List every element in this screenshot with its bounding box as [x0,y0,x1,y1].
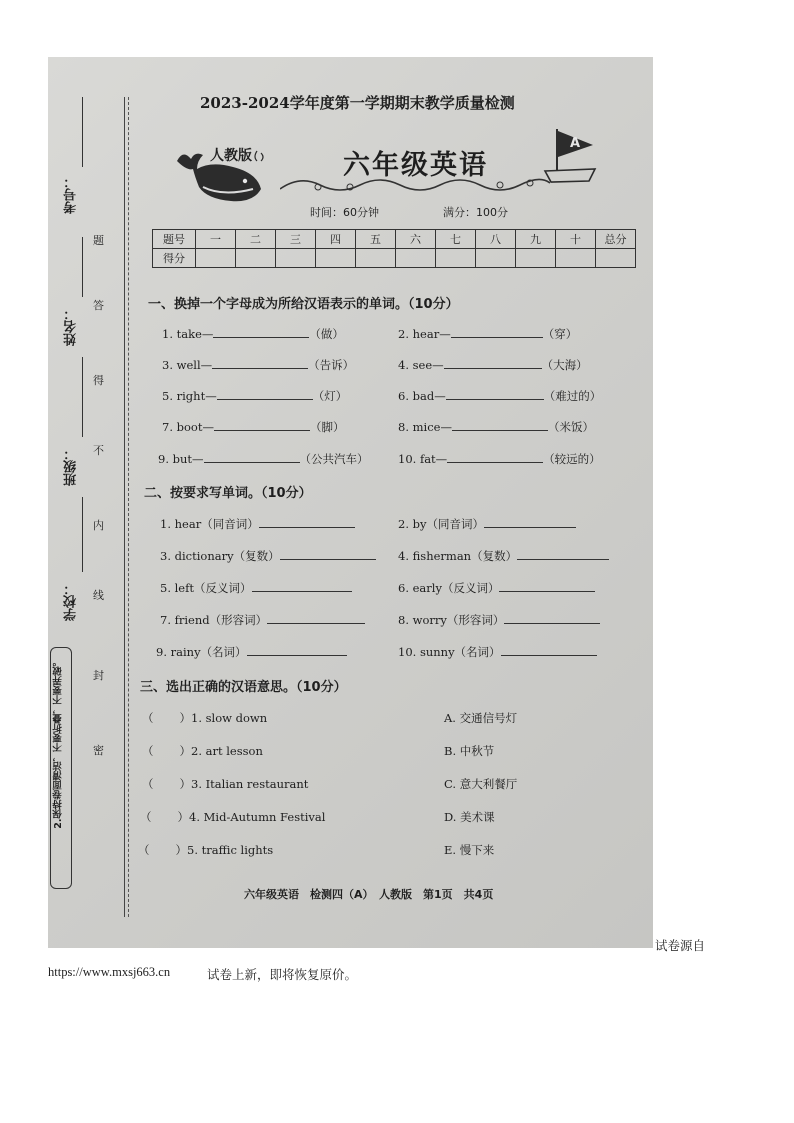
score-cell[interactable] [516,249,556,268]
score-table [152,229,636,268]
exam-no-label: 考号： [64,175,79,214]
table-cell: 三 [276,230,316,249]
s2-prompt: 8. worry（形容词） [398,613,505,627]
s2-item [398,611,600,628]
s2-item [398,547,609,564]
s3-question: 3. Italian restaurant [191,777,309,791]
s2-prompt: 2. by（同音词） [398,517,484,531]
score-cell[interactable] [316,249,356,268]
class-label: 班级： [64,447,79,486]
school-label: 学校： [64,582,79,621]
s2-prompt: 3. dictionary（复数） [160,549,280,563]
s1-word: 5. right— [162,389,217,403]
s2-item [160,579,352,596]
table-cell: 十 [556,230,596,249]
s1-meaning: （较远的） [543,452,601,466]
s2-prompt: 10. sunny（名词） [398,645,501,659]
table-cell: 七 [436,230,476,249]
s1-meaning: （脚） [309,420,345,434]
s1-word: 7. boot— [162,420,214,434]
s1-word: 9. but— [158,452,204,466]
s3-option: D. 美术课 [444,810,495,824]
s1-item [162,325,344,342]
table-cell: 二 [236,230,276,249]
answer-blank[interactable] [444,356,542,369]
edition-badge: 人教版 [210,148,252,164]
s2-prompt: 5. left（反义词） [160,581,252,595]
subject-title: 六年级英语 [343,150,488,181]
boat-letter: A [570,136,581,151]
answer-blank[interactable] [452,418,548,431]
s1-item [162,356,354,373]
note-text: 2.保持卷面清洁，不要折叠，不要弄破。 [53,657,64,829]
answer-blank[interactable] [501,643,597,656]
table-cell: 五 [356,230,396,249]
s3-row [142,776,308,792]
paren-open: （ [142,711,154,725]
answer-blank[interactable] [252,579,352,592]
answer-blank[interactable] [267,611,365,624]
s2-prompt: 9. rainy（名词） [156,645,247,659]
section3-heading: 三、选出正确的汉语意思。（10分） [140,680,347,695]
s2-item [398,579,595,596]
seal-char: 内 [93,519,104,532]
paren-open: （ [142,744,154,758]
score-cell[interactable] [236,249,276,268]
paren-open: （ [140,810,152,824]
s3-option: A. 交通信号灯 [444,711,518,725]
answer-blank[interactable] [212,356,308,369]
table-cell: 八 [476,230,516,249]
s1-meaning: （大海） [541,358,588,372]
s1-word: 4. see— [398,358,444,372]
answer-blank[interactable] [259,515,355,528]
s2-prompt: 6. early（反义词） [398,581,500,595]
section2-heading: 二、按要求写单词。（10分） [144,486,312,501]
table-cell: 九 [516,230,556,249]
paren-open: （ [142,777,154,791]
source-note: 试卷源自 [655,939,706,953]
class-line [82,357,83,437]
s3-row [142,743,263,759]
answer-blank[interactable] [504,611,600,624]
s3-row [138,842,273,858]
seal-char: 封 [93,669,104,682]
answer-blank[interactable] [451,325,543,338]
exam-no-line [82,97,83,167]
s1-item [398,325,577,342]
score-cell[interactable] [276,249,316,268]
s1-meaning: （难过的） [543,389,602,403]
score-table-header-row [153,230,636,249]
s2-item [160,547,376,564]
s3-row [140,809,325,825]
s2-item [398,643,597,660]
s1-meaning: （穿） [542,327,578,341]
s2-prompt: 7. friend（形容词） [160,613,268,627]
seal-char: 题 [93,234,104,247]
time-label: 时间：60分钟 [310,206,379,219]
s3-option: B. 中秋节 [444,744,495,758]
s2-item [160,611,365,628]
section1-heading: 一、换掉一个字母成为所给汉语表示的单词。（10分） [148,297,459,312]
s3-question: 5. traffic lights [187,843,274,857]
s3-option: E. 慢下来 [444,843,495,857]
exam-title: 2023-2024学年度第一学期期末教学质量检测 [200,94,515,112]
paren-close: ） [179,777,191,791]
source-tail: 试卷上新，即将恢复原价。 [207,968,358,982]
score-cell[interactable] [356,249,396,268]
answer-blank[interactable] [214,418,310,431]
s1-word: 8. mice— [398,420,452,434]
s3-option: C. 意大利餐厅 [444,777,518,791]
s1-item [398,356,588,373]
score-cell[interactable] [556,249,596,268]
paren-open: （ [138,843,150,857]
s3-question: 2. art lesson [191,744,263,758]
answer-blank[interactable] [484,515,576,528]
s1-word: 2. hear— [398,327,451,341]
name-line [82,237,83,297]
seal-char: 密 [93,744,104,757]
score-table-score-row [153,249,636,268]
paren-close: ） [179,744,191,758]
s1-meaning: （公共汽车） [299,452,369,466]
answer-blank[interactable] [213,325,309,338]
answer-blank[interactable] [447,450,543,463]
answer-blank[interactable] [247,643,347,656]
s2-prompt: 1. hear（同音词） [160,517,259,531]
s1-item [158,450,369,467]
table-cell: 总分 [596,230,636,249]
s3-row [142,710,267,726]
paren-close: ） [175,843,187,857]
s1-item [398,450,601,467]
s1-word: 6. bad— [398,389,446,403]
table-cell: 一 [196,230,236,249]
s1-meaning: （做） [309,327,344,341]
s2-item [398,515,576,532]
score-cell[interactable] [436,249,476,268]
table-cell: 得分 [153,249,196,268]
seal-char: 得 [93,374,104,387]
answer-blank[interactable] [217,387,313,400]
score-cell[interactable] [396,249,436,268]
answer-blank[interactable] [280,547,376,560]
school-line [82,497,83,572]
s1-item [398,418,594,435]
exam-photo [48,57,653,948]
s2-prompt: 4. fisherman（复数） [398,549,518,563]
page-footer: 六年级英语 检测四（A） 人教版 第1页 共4页 [244,888,494,901]
answer-blank[interactable] [517,547,609,560]
table-cell: 题号 [153,230,196,249]
paren-close: ） [177,810,189,824]
s1-word: 10. fat— [398,452,448,466]
binding-line [124,97,125,917]
s1-item [398,387,601,404]
binding-dashed-line [128,97,129,917]
s2-item [156,643,347,660]
s1-item [162,418,344,435]
s3-question: 4. Mid-Autumn Festival [189,810,326,824]
answer-blank[interactable] [446,387,544,400]
score-label: 满分：100分 [443,206,508,219]
s2-item [160,515,355,532]
table-cell: 四 [316,230,356,249]
paren-close: ） [179,711,191,725]
score-cell[interactable] [596,249,636,268]
s1-word: 3. well— [162,358,213,372]
source-url[interactable]: https://www.mxsj663.cn [48,965,171,979]
s1-meaning: （米饭） [547,420,594,434]
s1-item [162,387,347,404]
table-cell: 六 [396,230,436,249]
answer-blank[interactable] [204,450,300,463]
answer-blank[interactable] [499,579,595,592]
seal-char: 线 [93,589,104,602]
score-cell[interactable] [196,249,236,268]
seal-char: 不 [93,444,104,457]
s1-meaning: （灯） [312,389,348,403]
s3-question: 1. slow down [191,711,268,725]
s1-meaning: （告诉） [308,358,355,372]
score-cell[interactable] [476,249,516,268]
seal-char: 答 [93,299,104,312]
s1-word: 1. take— [162,327,214,341]
name-label: 姓名： [64,307,79,346]
